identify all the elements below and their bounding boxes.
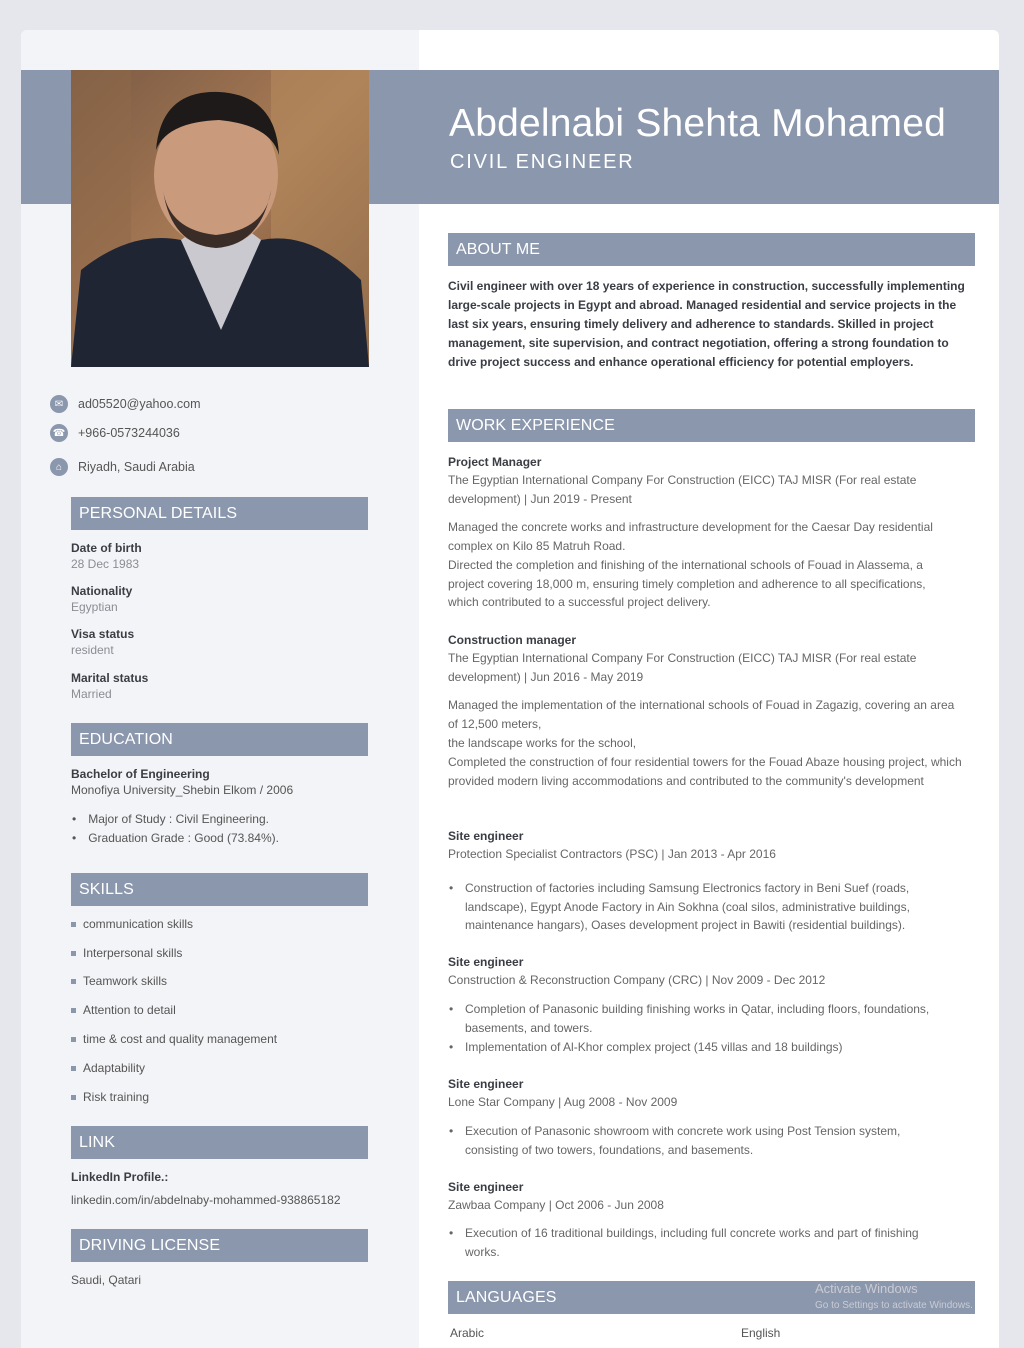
- activate-windows-watermark: Activate Windows: [815, 1281, 918, 1296]
- location-text: Riyadh, Saudi Arabia: [78, 460, 195, 474]
- job-company: Construction & Reconstruction Company (CRC) | Nov 2009 - Dec 2012: [448, 973, 826, 987]
- job-title: Construction manager: [448, 633, 577, 647]
- square-bullet-icon: [71, 922, 76, 927]
- school: Monofiya University_Shebin Elkom / 2006: [71, 783, 294, 797]
- linkedin-link[interactable]: linkedin.com/in/abdelnaby-mohammed-938865182: [71, 1193, 341, 1207]
- driving-license-value: Saudi, Qatari: [71, 1273, 142, 1287]
- square-bullet-icon: [71, 1066, 76, 1071]
- activate-windows-subtext: Go to Settings to activate Windows.: [815, 1300, 973, 1311]
- job-company: Protection Specialist Contractors (PSC) | Jan 2013 - Apr 2016: [448, 847, 776, 861]
- visa-value: resident: [71, 643, 114, 657]
- candidate-title: CIVIL ENGINEER: [450, 151, 635, 173]
- job-bullet: • Execution of Panasonic showroom with concrete work using Post Tension system, consisting of two towers, foundations, and basements.: [448, 1122, 933, 1159]
- job-detail: the landscape works for the school,: [448, 736, 637, 750]
- email-icon: ✉: [50, 395, 68, 413]
- dob-label: Date of birth: [71, 541, 142, 555]
- marital-label: Marital status: [71, 671, 149, 685]
- nationality-label: Nationality: [71, 584, 133, 598]
- linkedin-label: LinkedIn Profile.:: [71, 1170, 169, 1184]
- job-bullet: • Completion of Panasonic building finishing works in Qatar, including floors, foundations, basements, and towers.: [448, 1000, 960, 1037]
- email-text: ad05520@yahoo.com: [78, 397, 201, 411]
- edu-bullet: • Major of Study : Civil Engineering.: [71, 812, 269, 826]
- language-item: English: [741, 1326, 781, 1340]
- job-detail: Directed the completion and finishing of the international schools of Fouad in Alassema, a project covering 18,000 m, ensuring timely completion and adherence to all specifications, which contributed to a successful project delivery.: [448, 558, 926, 609]
- phone-icon: ☎: [50, 424, 68, 442]
- profile-photo: [71, 70, 369, 367]
- phone-text: +966-0573244036: [78, 426, 180, 440]
- work-experience-heading: WORK EXPERIENCE: [448, 409, 975, 442]
- skill-item: time & cost and quality management: [71, 1032, 277, 1046]
- personal-details-heading: PERSONAL DETAILS: [71, 497, 368, 530]
- job-detail: Managed the concrete works and infrastructure development for the Caesar Day residential complex on Kilo 85 Matruh Road.: [448, 520, 933, 553]
- language-item: Arabic: [450, 1326, 485, 1340]
- square-bullet-icon: [71, 1008, 76, 1013]
- contact-email[interactable]: [50, 395, 350, 413]
- nationality-value: Egyptian: [71, 600, 118, 614]
- job-company: The Egyptian International Company For Construction (EICC) TAJ MISR (For real estate development) | Jun 2019 - Present: [448, 473, 917, 506]
- job-title: Site engineer: [448, 1180, 524, 1194]
- education-heading: EDUCATION: [71, 723, 368, 756]
- job-title: Site engineer: [448, 829, 524, 843]
- link-heading: LINK: [71, 1126, 368, 1159]
- marital-value: Married: [71, 687, 112, 701]
- driving-license-heading: DRIVING LICENSE: [71, 1229, 368, 1262]
- job-company: Zawbaa Company | Oct 2006 - Jun 2008: [448, 1198, 664, 1212]
- job-title: Site engineer: [448, 955, 524, 969]
- job-company: The Egyptian International Company For Construction (EICC) TAJ MISR (For real estate development) | Jun 2016 - May 2019: [448, 651, 917, 684]
- job-title: Site engineer: [448, 1077, 524, 1091]
- skill-item: communication skills: [71, 917, 193, 931]
- job-bullet: • Implementation of Al-Khor complex project (145 villas and 18 buildings): [448, 1038, 963, 1057]
- square-bullet-icon: [71, 1095, 76, 1100]
- square-bullet-icon: [71, 951, 76, 956]
- languages-heading: LANGUAGES: [448, 1281, 975, 1314]
- job-bullet: • Execution of 16 traditional buildings, including full concrete works and part of finishing works.: [448, 1224, 953, 1261]
- skill-item: Adaptability: [71, 1061, 145, 1075]
- skill-item: Attention to detail: [71, 1003, 176, 1017]
- skills-heading: SKILLS: [71, 873, 368, 906]
- job-company: Lone Star Company | Aug 2008 - Nov 2009: [448, 1095, 678, 1109]
- skill-item: Interpersonal skills: [71, 946, 182, 960]
- about-heading: ABOUT ME: [448, 233, 975, 266]
- job-bullet: • Construction of factories including Samsung Electronics factory in Beni Suef (roads, landscape), Egypt Anode Factory in Ain Sokhna (coal silos, administrative buildings, maintenance hangars), Oases development project in Bawiti (residential buildings).: [448, 879, 958, 935]
- about-text: Civil engineer with over 18 years of experience in construction, successfully implementing large-scale projects in Egypt and abroad. Managed residential and service projects in the last six years, ensuring timely delivery and adherence to standards. Skilled in project management, site supervision, and contract negotiation, offering a strong foundation to drive project success and enhance operational efficiency for potential employers.: [448, 279, 965, 369]
- job-detail: Completed the construction of four residential towers for the Fouad Abaze housing project, which provided modern living accommodations and contributed to the community's development: [448, 755, 962, 788]
- degree: Bachelor of Engineering: [71, 767, 210, 781]
- dob-value: 28 Dec 1983: [71, 557, 140, 571]
- job-detail: Managed the implementation of the international schools of Fouad in Zagazig, covering an area of 12,500 meters,: [448, 698, 955, 731]
- contact-phone[interactable]: [50, 424, 350, 442]
- skill-item: Risk training: [71, 1090, 149, 1104]
- square-bullet-icon: [71, 1037, 76, 1042]
- contact-location: [50, 458, 350, 476]
- job-title: Project Manager: [448, 455, 542, 469]
- skill-item: Teamwork skills: [71, 974, 167, 988]
- square-bullet-icon: [71, 979, 76, 984]
- candidate-name: Abdelnabi Shehta Mohamed: [449, 102, 946, 145]
- visa-label: Visa status: [71, 627, 135, 641]
- edu-bullet: • Graduation Grade : Good (73.84%).: [71, 831, 279, 845]
- home-icon: ⌂: [50, 458, 68, 476]
